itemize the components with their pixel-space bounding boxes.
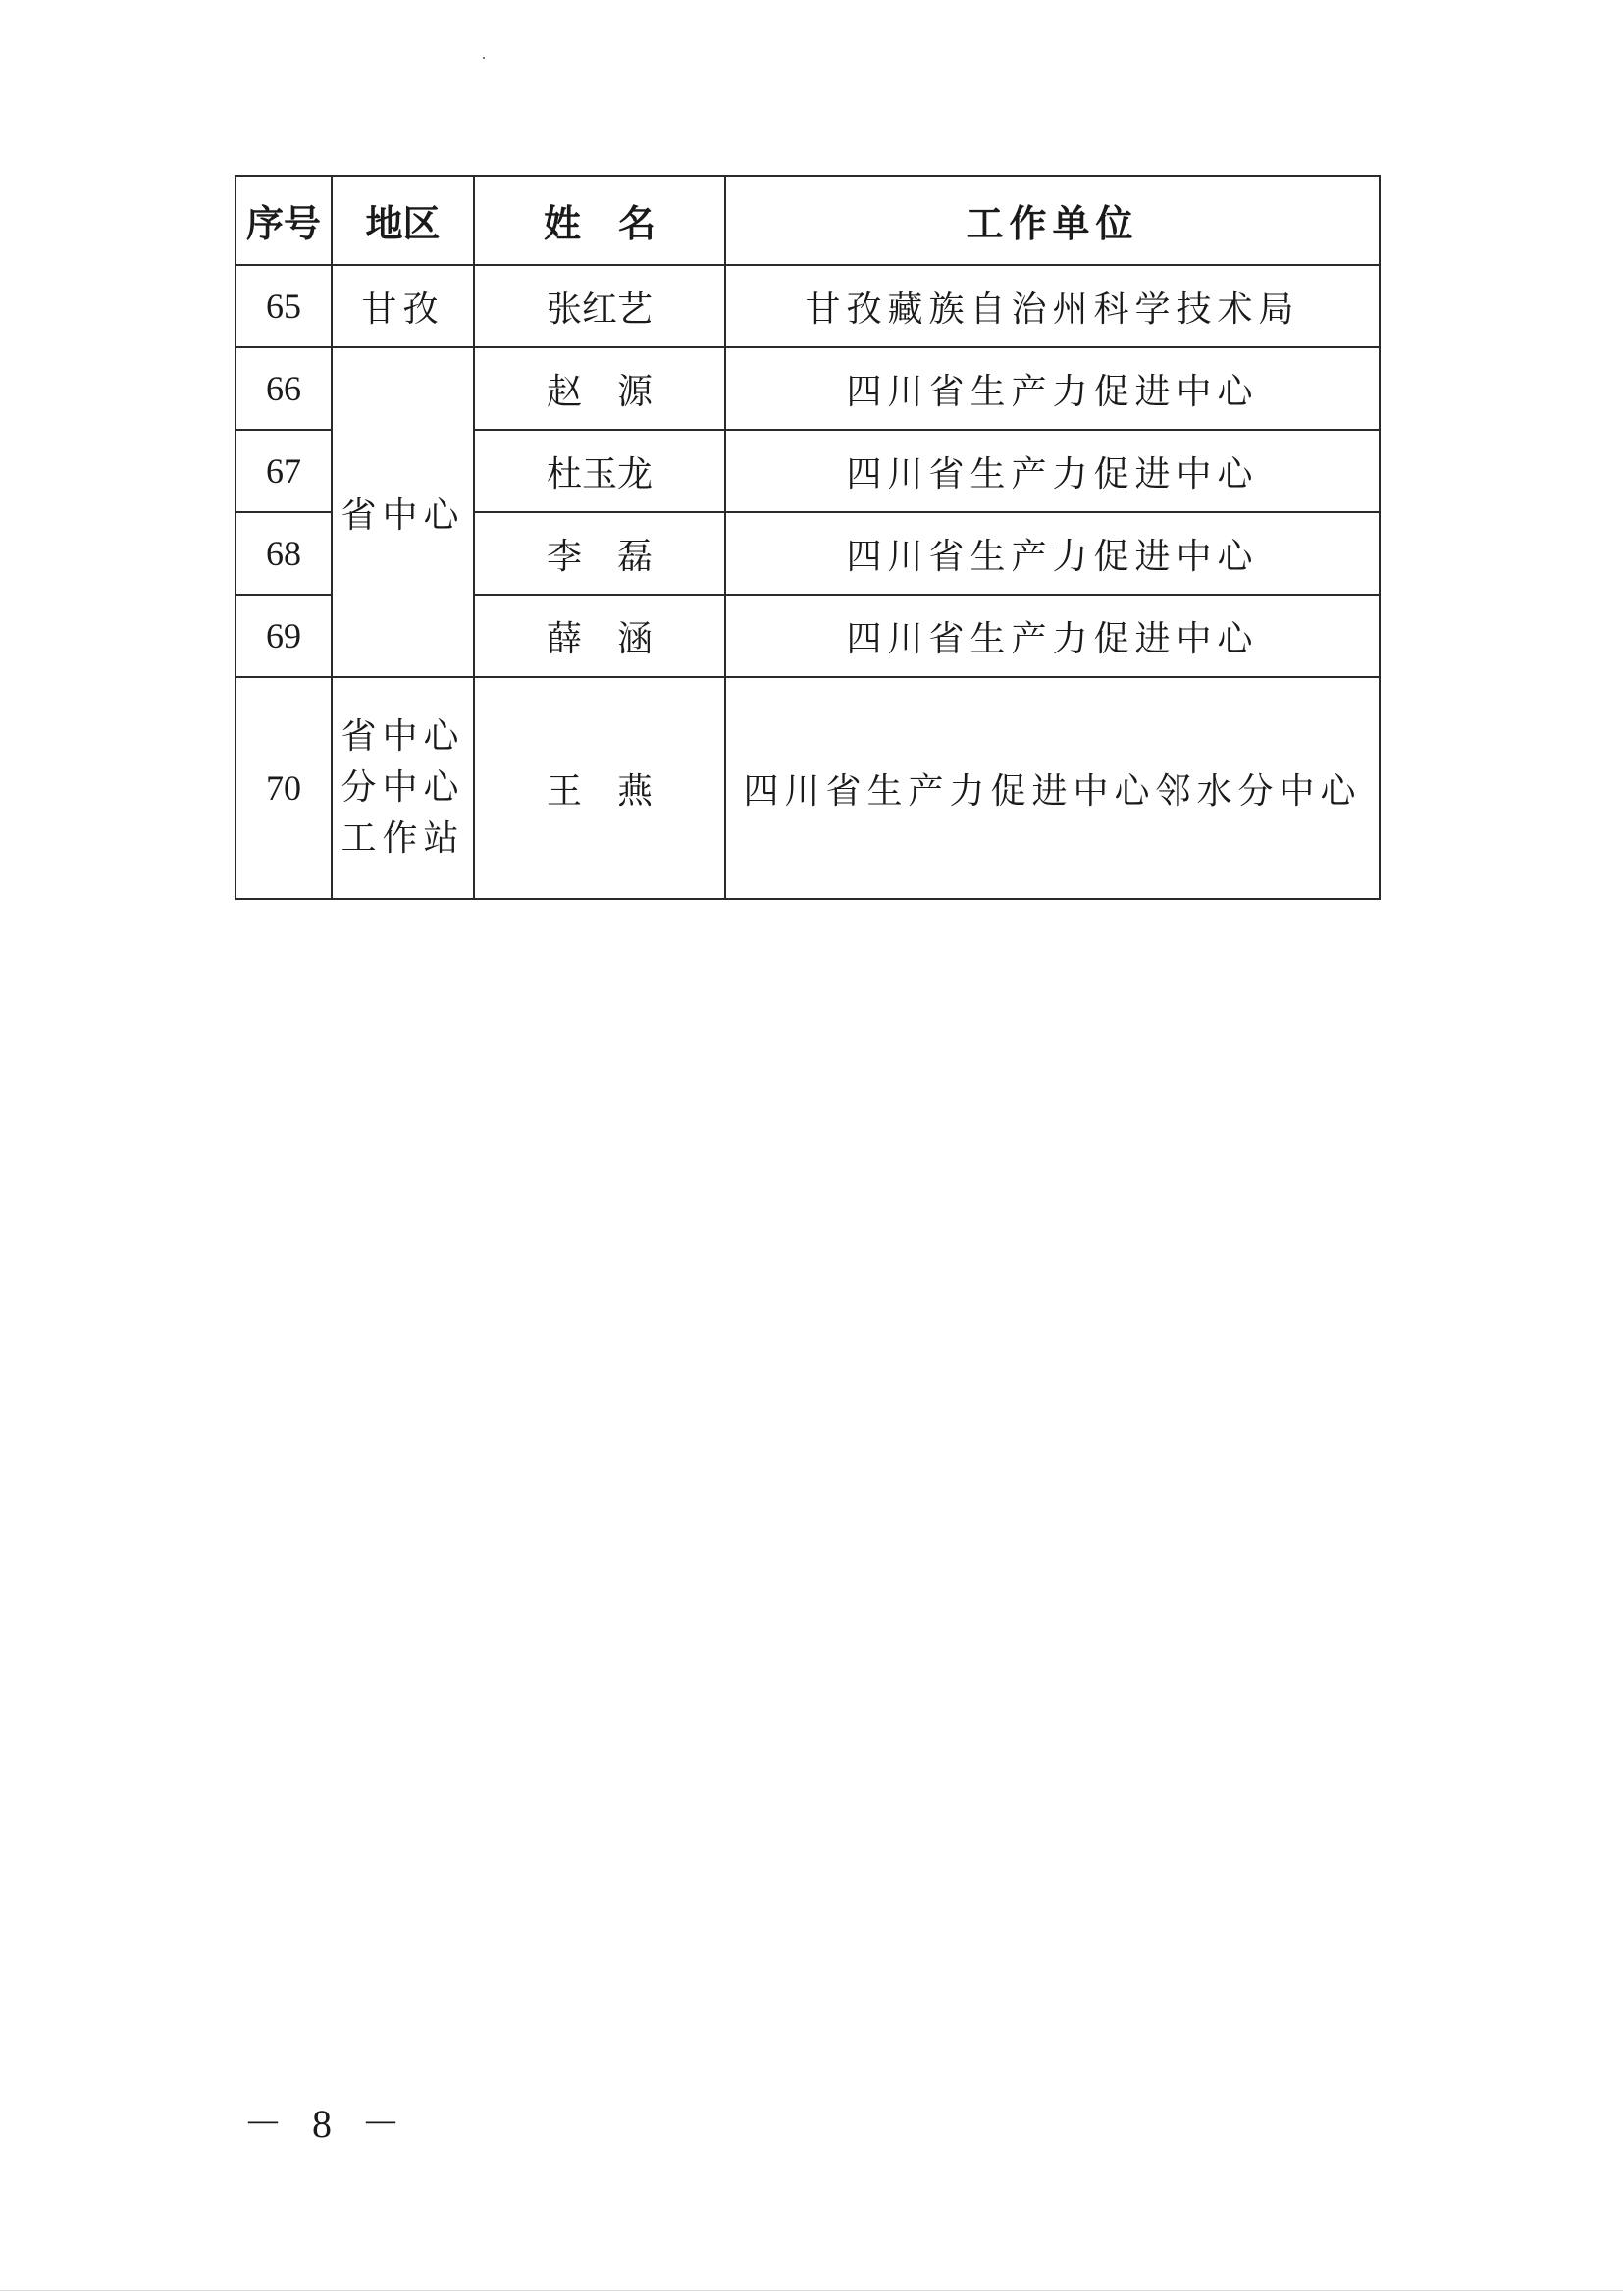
cell-name: 李 磊 xyxy=(474,512,725,595)
cell-work-unit: 四川省生产力促进中心 xyxy=(725,430,1380,512)
cell-serial-number: 66 xyxy=(236,347,332,430)
header-name: 姓 名 xyxy=(474,176,725,265)
cell-name: 王 燕 xyxy=(474,677,725,899)
table-row xyxy=(236,265,1380,347)
cell-serial-number: 69 xyxy=(236,595,332,677)
cell-name: 赵 源 xyxy=(474,347,725,430)
cell-work-unit: 四川省生产力促进中心邻水分中心 xyxy=(725,677,1380,899)
region-line: 分中心 xyxy=(340,767,465,808)
cell-serial-number: 65 xyxy=(236,265,332,347)
cell-work-unit: 甘孜藏族自治州科学技术局 xyxy=(725,265,1380,347)
table-row xyxy=(236,347,1380,430)
personnel-table xyxy=(235,175,1381,900)
page-bottom-edge xyxy=(0,2290,1623,2291)
cell-region-merged: 省中心 xyxy=(332,347,474,677)
header-serial-number: 序号 xyxy=(236,176,332,265)
cell-region: 甘孜 xyxy=(332,265,474,347)
cell-work-unit: 四川省生产力促进中心 xyxy=(725,512,1380,595)
table-header-row xyxy=(236,176,1380,265)
region-line: 工作站 xyxy=(340,818,465,859)
cell-serial-number: 70 xyxy=(236,677,332,899)
cell-work-unit: 四川省生产力促进中心 xyxy=(725,347,1380,430)
cell-serial-number: 68 xyxy=(236,512,332,595)
header-region: 地区 xyxy=(332,176,474,265)
page-number: － 8 － xyxy=(243,2102,410,2146)
cell-name: 杜玉龙 xyxy=(474,430,725,512)
table-row xyxy=(236,677,1380,899)
cell-name: 薛 涵 xyxy=(474,595,725,677)
cell-name: 张红艺 xyxy=(474,265,725,347)
cell-serial-number: 67 xyxy=(236,430,332,512)
region-line: 省中心 xyxy=(340,716,465,757)
scan-dot xyxy=(483,57,485,59)
cell-region-multiline xyxy=(332,677,474,899)
cell-work-unit: 四川省生产力促进中心 xyxy=(725,595,1380,677)
header-work-unit: 工作单位 xyxy=(725,176,1380,265)
